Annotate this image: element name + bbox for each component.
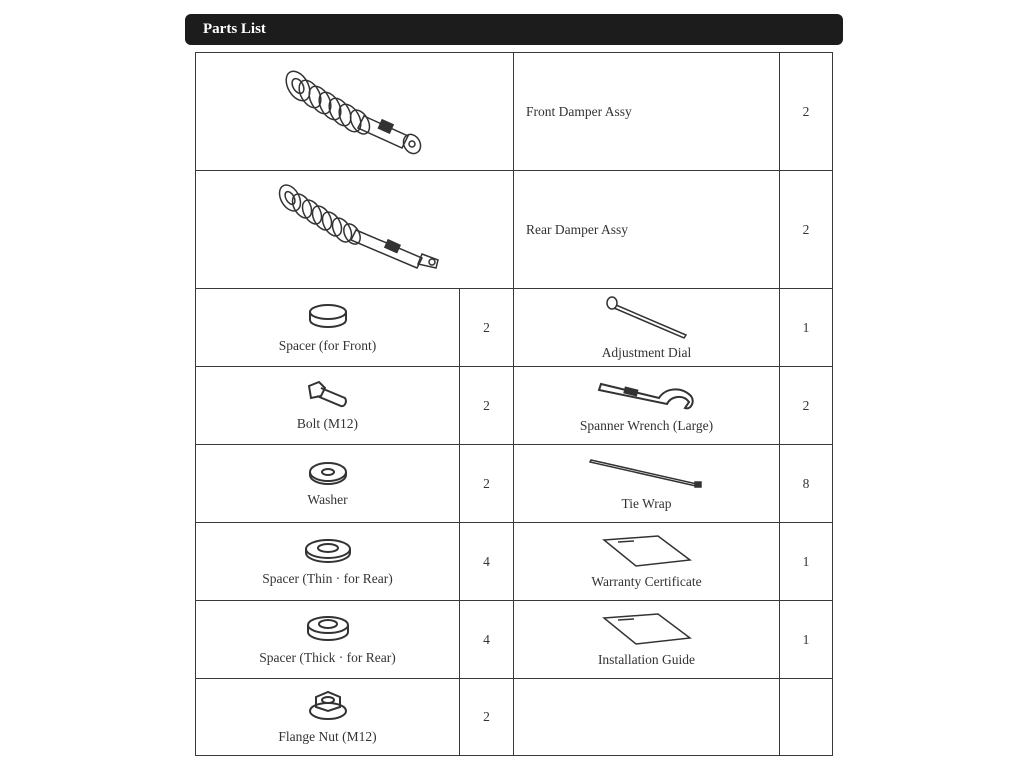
item-cell [514,367,780,445]
spanner-wrench-icon [595,378,699,412]
item-name: Installation Guide [597,651,696,667]
item-name: Spacer (for Front) [278,337,377,353]
warranty-certificate-icon [600,534,694,568]
empty-cell [780,679,833,756]
adjustment-dial-icon [602,295,692,339]
item-cell [196,523,460,601]
bolt-icon [305,380,351,410]
front-damper-image-cell [196,53,514,171]
item-cell [196,367,460,445]
spacer-thick-icon [303,614,353,644]
item-cell [514,601,780,679]
table-row [196,171,833,289]
front-damper-icon [276,64,436,160]
table-row [196,289,833,367]
item-cell [514,523,780,601]
item-cell [196,679,460,756]
item-quantity: 2 [780,53,833,171]
parts-list-header [185,14,843,45]
item-cell [196,445,460,523]
item-name: Rear Damper Assy [514,171,780,289]
item-name: Warranty Certificate [591,573,702,589]
empty-cell [514,679,780,756]
item-cell [514,289,780,367]
item-quantity: 1 [780,601,833,679]
item-quantity: 8 [780,445,833,523]
table-row [196,523,833,601]
item-name: Washer [307,491,348,507]
rear-damper-icon [276,182,451,278]
item-name: Adjustment Dial [601,344,692,360]
item-quantity: 2 [460,367,514,445]
parts-table [195,52,833,756]
item-quantity: 2 [460,679,514,756]
item-name: Flange Nut (M12) [278,729,377,744]
table-row [196,601,833,679]
installation-guide-icon [600,612,694,646]
item-name: Front Damper Assy [514,53,780,171]
tie-wrap-icon [587,456,707,490]
item-quantity: 2 [460,289,514,367]
table-row [196,53,833,171]
item-name: Bolt (M12) [296,415,359,431]
item-cell [196,601,460,679]
item-quantity: 2 [460,445,514,523]
item-name: Spacer (Thin · for Rear) [262,570,393,586]
spacer-thin-icon [302,537,354,565]
table-row [196,445,833,523]
item-name: Spanner Wrench (Large) [579,417,714,433]
page-title: Parts List [203,21,266,37]
item-quantity: 2 [780,171,833,289]
washer-icon [306,460,350,486]
item-quantity: 1 [780,289,833,367]
item-quantity: 4 [460,523,514,601]
item-cell [514,445,780,523]
item-cell [196,289,460,367]
spacer-front-icon [306,302,350,332]
rear-damper-image-cell [196,171,514,289]
item-name: Tie Wrap [621,495,672,511]
table-row [196,679,833,756]
flange-nut-icon [306,689,350,723]
item-name: Spacer (Thick · for Rear) [259,649,396,665]
item-quantity: 1 [780,523,833,601]
table-row [196,367,833,445]
item-quantity: 2 [780,367,833,445]
item-quantity: 4 [460,601,514,679]
